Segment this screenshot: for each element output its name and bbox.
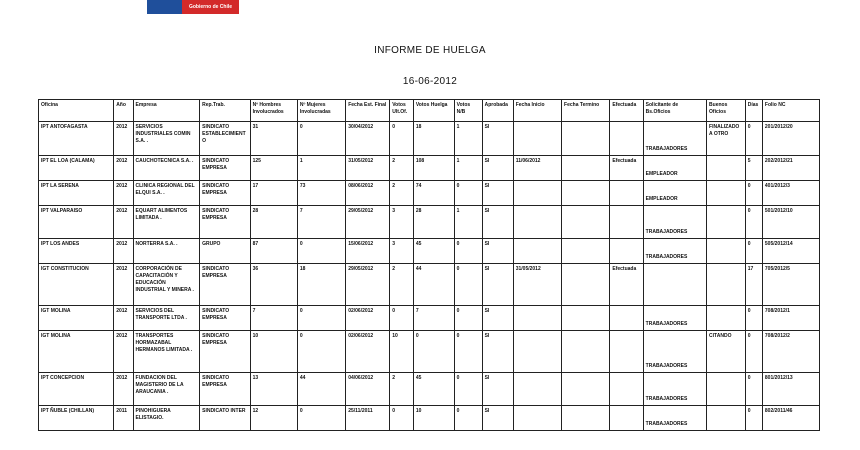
table-cell — [562, 331, 610, 373]
table-cell — [562, 264, 610, 306]
table-cell — [707, 406, 746, 431]
column-header: Oficina — [39, 100, 114, 122]
logo-red-block — [182, 0, 239, 14]
column-header: Votos Ult.Of. — [390, 100, 414, 122]
table-cell: 1 — [297, 156, 345, 181]
table-cell: 44 — [297, 373, 345, 406]
table-cell: 501/2012/10 — [762, 206, 819, 239]
column-header: Aprobada — [482, 100, 513, 122]
table-cell: CLINICA REGIONAL DEL ELQUI S.A. . — [133, 181, 200, 206]
table-row — [39, 122, 820, 156]
table-cell — [707, 373, 746, 406]
table-cell: 2012 — [114, 331, 133, 373]
table-cell — [513, 406, 561, 431]
table-cell — [707, 264, 746, 306]
table-cell: SINDICATO ESTABLECIMIENTO — [200, 122, 250, 156]
table-cell: 15/06/2012 — [346, 239, 390, 264]
table-row — [39, 306, 820, 331]
table-cell: 0 — [745, 122, 762, 156]
table-cell: 0 — [454, 406, 482, 431]
table-cell: IPT EL LOA (CALAMA) — [39, 156, 114, 181]
table-cell: 04/06/2012 — [346, 373, 390, 406]
table-cell: 2012 — [114, 122, 133, 156]
table-cell — [562, 206, 610, 239]
table-cell — [707, 206, 746, 239]
table-cell — [562, 373, 610, 406]
table-cell: 202/2012/21 — [762, 156, 819, 181]
government-logo — [147, 0, 239, 14]
table-cell: SI — [482, 331, 513, 373]
table-cell: 31/05/2012 — [346, 156, 390, 181]
table-cell — [707, 181, 746, 206]
table-cell: GRUPO — [200, 239, 250, 264]
table-cell: 0 — [454, 181, 482, 206]
column-header: Votos Huelga — [413, 100, 454, 122]
table-cell: 30/04/2012 — [346, 122, 390, 156]
table-cell: 0 — [454, 264, 482, 306]
table-cell: SINDICATO EMPRESA — [200, 181, 250, 206]
column-header: Folio NC — [762, 100, 819, 122]
table-cell: IPT VALPARAISO — [39, 206, 114, 239]
table-cell: 2012 — [114, 239, 133, 264]
table-cell: EMPLEADOR — [643, 156, 706, 181]
table-cell: 0 — [745, 406, 762, 431]
table-cell — [610, 181, 643, 206]
logo-blue-block — [147, 0, 182, 14]
table-cell — [610, 306, 643, 331]
table-cell: 18 — [413, 122, 454, 156]
table-cell: SERVICIOS INDUSTRIALES COMIN S.A. . — [133, 122, 200, 156]
table-cell: 31/05/2012 — [513, 264, 561, 306]
column-header: Año — [114, 100, 133, 122]
table-cell: 2 — [390, 264, 414, 306]
table-cell: IPT LA SERENA — [39, 181, 114, 206]
table-cell: 0 — [454, 239, 482, 264]
table-cell: EMPLEADOR — [643, 181, 706, 206]
table-cell: 2012 — [114, 181, 133, 206]
table-cell — [643, 264, 706, 306]
column-header: Nº Hombres Involucrados — [250, 100, 297, 122]
column-header: Solicitante de Bs.Oficios — [643, 100, 706, 122]
table-cell: 0 — [390, 306, 414, 331]
table-cell — [513, 206, 561, 239]
table-cell: 0 — [413, 331, 454, 373]
table-cell — [707, 239, 746, 264]
table-cell: 801/2012/13 — [762, 373, 819, 406]
table-cell: SI — [482, 264, 513, 306]
table-cell: 0 — [745, 373, 762, 406]
table-cell: 10 — [413, 406, 454, 431]
table-cell: 2 — [390, 373, 414, 406]
table-cell: 3 — [390, 239, 414, 264]
table-cell: SINDICATO EMPRESA — [200, 306, 250, 331]
table-cell: 11/06/2012 — [513, 156, 561, 181]
report-title: INFORME DE HUELGA — [374, 45, 486, 56]
table-row — [39, 373, 820, 406]
table-cell: SINDICATO EMPRESA — [200, 373, 250, 406]
table-cell: 25/11/2011 — [346, 406, 390, 431]
table-cell: SINDICATO EMPRESA — [200, 156, 250, 181]
table-row — [39, 181, 820, 206]
table-cell — [707, 306, 746, 331]
table-cell: 18 — [297, 264, 345, 306]
table-cell: 12 — [250, 406, 297, 431]
table-cell — [610, 331, 643, 373]
table-cell: 28 — [413, 206, 454, 239]
table-cell: 02/06/2012 — [346, 306, 390, 331]
table-cell — [610, 239, 643, 264]
table-cell — [513, 181, 561, 206]
table-body — [39, 122, 820, 431]
table-cell: CAUCHOTECNICA S.A. . — [133, 156, 200, 181]
column-header: Días — [745, 100, 762, 122]
table-cell — [562, 122, 610, 156]
table-cell: 201/2012/20 — [762, 122, 819, 156]
table-cell: 708/2012/2 — [762, 331, 819, 373]
table-cell: 2 — [390, 181, 414, 206]
table-cell: 13 — [250, 373, 297, 406]
table-cell: 5 — [745, 156, 762, 181]
report-date: 16-06-2012 — [402, 76, 458, 87]
table-cell: SI — [482, 181, 513, 206]
table-cell: 7 — [413, 306, 454, 331]
table-cell — [513, 122, 561, 156]
table-cell: 10 — [250, 331, 297, 373]
table-cell: 10 — [390, 331, 414, 373]
logo-text: Gobierno de Chile — [188, 4, 233, 10]
table-cell: 0 — [454, 331, 482, 373]
table-cell: SINDICATO EMPRESA — [200, 206, 250, 239]
table-cell: 0 — [297, 306, 345, 331]
column-header: Rep.Trab. — [200, 100, 250, 122]
column-header: Buenos Oficios — [707, 100, 746, 122]
table-cell: SI — [482, 373, 513, 406]
table-cell: 2012 — [114, 264, 133, 306]
table-cell: SI — [482, 206, 513, 239]
table-cell: IPT ANTOFAGASTA — [39, 122, 114, 156]
table-cell — [610, 122, 643, 156]
table-cell — [562, 239, 610, 264]
table-cell: 0 — [297, 239, 345, 264]
table-cell: 1 — [454, 206, 482, 239]
table-header-row — [39, 100, 820, 122]
table-cell — [562, 181, 610, 206]
table-cell: 3 — [390, 206, 414, 239]
table-cell: 2012 — [114, 206, 133, 239]
table-cell: 73 — [297, 181, 345, 206]
table-cell: 02/06/2012 — [346, 331, 390, 373]
table-row — [39, 156, 820, 181]
table-cell: IPT ÑUBLE (CHILLAN) — [39, 406, 114, 431]
table-cell — [513, 239, 561, 264]
table-cell: 29/05/2012 — [346, 206, 390, 239]
table-cell: 74 — [413, 181, 454, 206]
table-cell: 0 — [297, 331, 345, 373]
column-header: Fecha Est. Final — [346, 100, 390, 122]
table-cell: NORTERRA S.A. . — [133, 239, 200, 264]
table-cell: TRABAJADORES — [643, 206, 706, 239]
table-cell: TRABAJADORES — [643, 331, 706, 373]
table-cell: 44 — [413, 264, 454, 306]
column-header: Fecha Inicio — [513, 100, 561, 122]
table-cell: 0 — [297, 122, 345, 156]
table-cell: 802/2011/46 — [762, 406, 819, 431]
table-cell: 505/2012/14 — [762, 239, 819, 264]
table-cell: IGT MOLINA — [39, 331, 114, 373]
table-cell: 17 — [250, 181, 297, 206]
table-cell: SI — [482, 406, 513, 431]
table-cell: TRABAJADORES — [643, 122, 706, 156]
table-cell: TRANSPORTES HORMAZABAL HERMANOS LIMITADA . — [133, 331, 200, 373]
table-cell: SERVICIOS DEL TRANSPORTE LTDA . — [133, 306, 200, 331]
table-cell — [610, 406, 643, 431]
table-row — [39, 331, 820, 373]
table-cell: Efectuada — [610, 156, 643, 181]
table-cell: 0 — [745, 331, 762, 373]
table-cell: 45 — [413, 239, 454, 264]
table-cell: 708/2012/1 — [762, 306, 819, 331]
table-cell: IGT CONSTITUCION — [39, 264, 114, 306]
table-cell: 0 — [745, 206, 762, 239]
table-cell: 0 — [454, 373, 482, 406]
table-cell — [562, 406, 610, 431]
table-cell: 0 — [745, 239, 762, 264]
table-cell: FINALIZADO A OTRO — [707, 122, 746, 156]
table-cell: 1 — [454, 122, 482, 156]
table-cell: 36 — [250, 264, 297, 306]
table-cell: 0 — [297, 406, 345, 431]
table-cell: PINOHIGUERA ELISTAGIO. — [133, 406, 200, 431]
table-cell: 29/05/2012 — [346, 264, 390, 306]
table-cell: TRABAJADORES — [643, 306, 706, 331]
table-cell: 401/2012/3 — [762, 181, 819, 206]
table-cell: SI — [482, 122, 513, 156]
table-cell — [513, 306, 561, 331]
table-cell: 2012 — [114, 156, 133, 181]
table-cell: SI — [482, 306, 513, 331]
table-cell — [562, 156, 610, 181]
table-cell: CITANDO — [707, 331, 746, 373]
table-row — [39, 239, 820, 264]
table-cell: 45 — [413, 373, 454, 406]
table-cell: SINDICATO EMPRESA — [200, 264, 250, 306]
table-cell: SI — [482, 239, 513, 264]
table-cell: 0 — [745, 306, 762, 331]
table-cell: 0 — [390, 122, 414, 156]
table-cell: 1 — [454, 156, 482, 181]
table-row — [39, 206, 820, 239]
table-cell: 2012 — [114, 306, 133, 331]
table-cell: 0 — [454, 306, 482, 331]
table-cell: IPT LOS ANDES — [39, 239, 114, 264]
table-cell — [513, 373, 561, 406]
table-cell: 705/2012/5 — [762, 264, 819, 306]
table-cell — [513, 331, 561, 373]
table-cell: Efectuada — [610, 264, 643, 306]
table-cell: 87 — [250, 239, 297, 264]
table-cell: SINDICATO INTER — [200, 406, 250, 431]
table-cell: 31 — [250, 122, 297, 156]
table-cell: SINDICATO EMPRESA — [200, 331, 250, 373]
table-cell: FUNDACION DEL MAGISTERIO DE LA ARAUCANIA . — [133, 373, 200, 406]
table-cell: 2012 — [114, 373, 133, 406]
column-header: Efectuada — [610, 100, 643, 122]
table-cell: CORPORACIÓN DE CAPACITACIÓN Y EDUCACIÓN INDUSTRIAL Y MINERA . — [133, 264, 200, 306]
column-header: Fecha Termino — [562, 100, 610, 122]
table-cell: 28 — [250, 206, 297, 239]
column-header: Nº Mujeres Involucradas — [297, 100, 345, 122]
table-cell: 0 — [390, 406, 414, 431]
table-cell: TRABAJADORES — [643, 373, 706, 406]
table-row — [39, 264, 820, 306]
table-cell — [610, 373, 643, 406]
column-header: Empresa — [133, 100, 200, 122]
strike-report-table — [38, 99, 820, 431]
table-cell: 2011 — [114, 406, 133, 431]
table-cell: TRABAJADORES — [643, 406, 706, 431]
table-cell: TRABAJADORES — [643, 239, 706, 264]
table-cell: 08/06/2012 — [346, 181, 390, 206]
table-cell: 7 — [297, 206, 345, 239]
table-cell: 17 — [745, 264, 762, 306]
table-cell: IGT MOLINA — [39, 306, 114, 331]
column-header: Votos N/B — [454, 100, 482, 122]
table-cell: 125 — [250, 156, 297, 181]
table-cell — [707, 156, 746, 181]
table-cell — [562, 306, 610, 331]
table-cell — [610, 206, 643, 239]
table-cell: SI — [482, 156, 513, 181]
table-cell: 108 — [413, 156, 454, 181]
table-cell: 2 — [390, 156, 414, 181]
table-cell: EQUART ALIMENTOS LIMITADA . — [133, 206, 200, 239]
table-cell: IPT CONCEPCION — [39, 373, 114, 406]
table-cell: 7 — [250, 306, 297, 331]
table-row — [39, 406, 820, 431]
table-cell: 0 — [745, 181, 762, 206]
